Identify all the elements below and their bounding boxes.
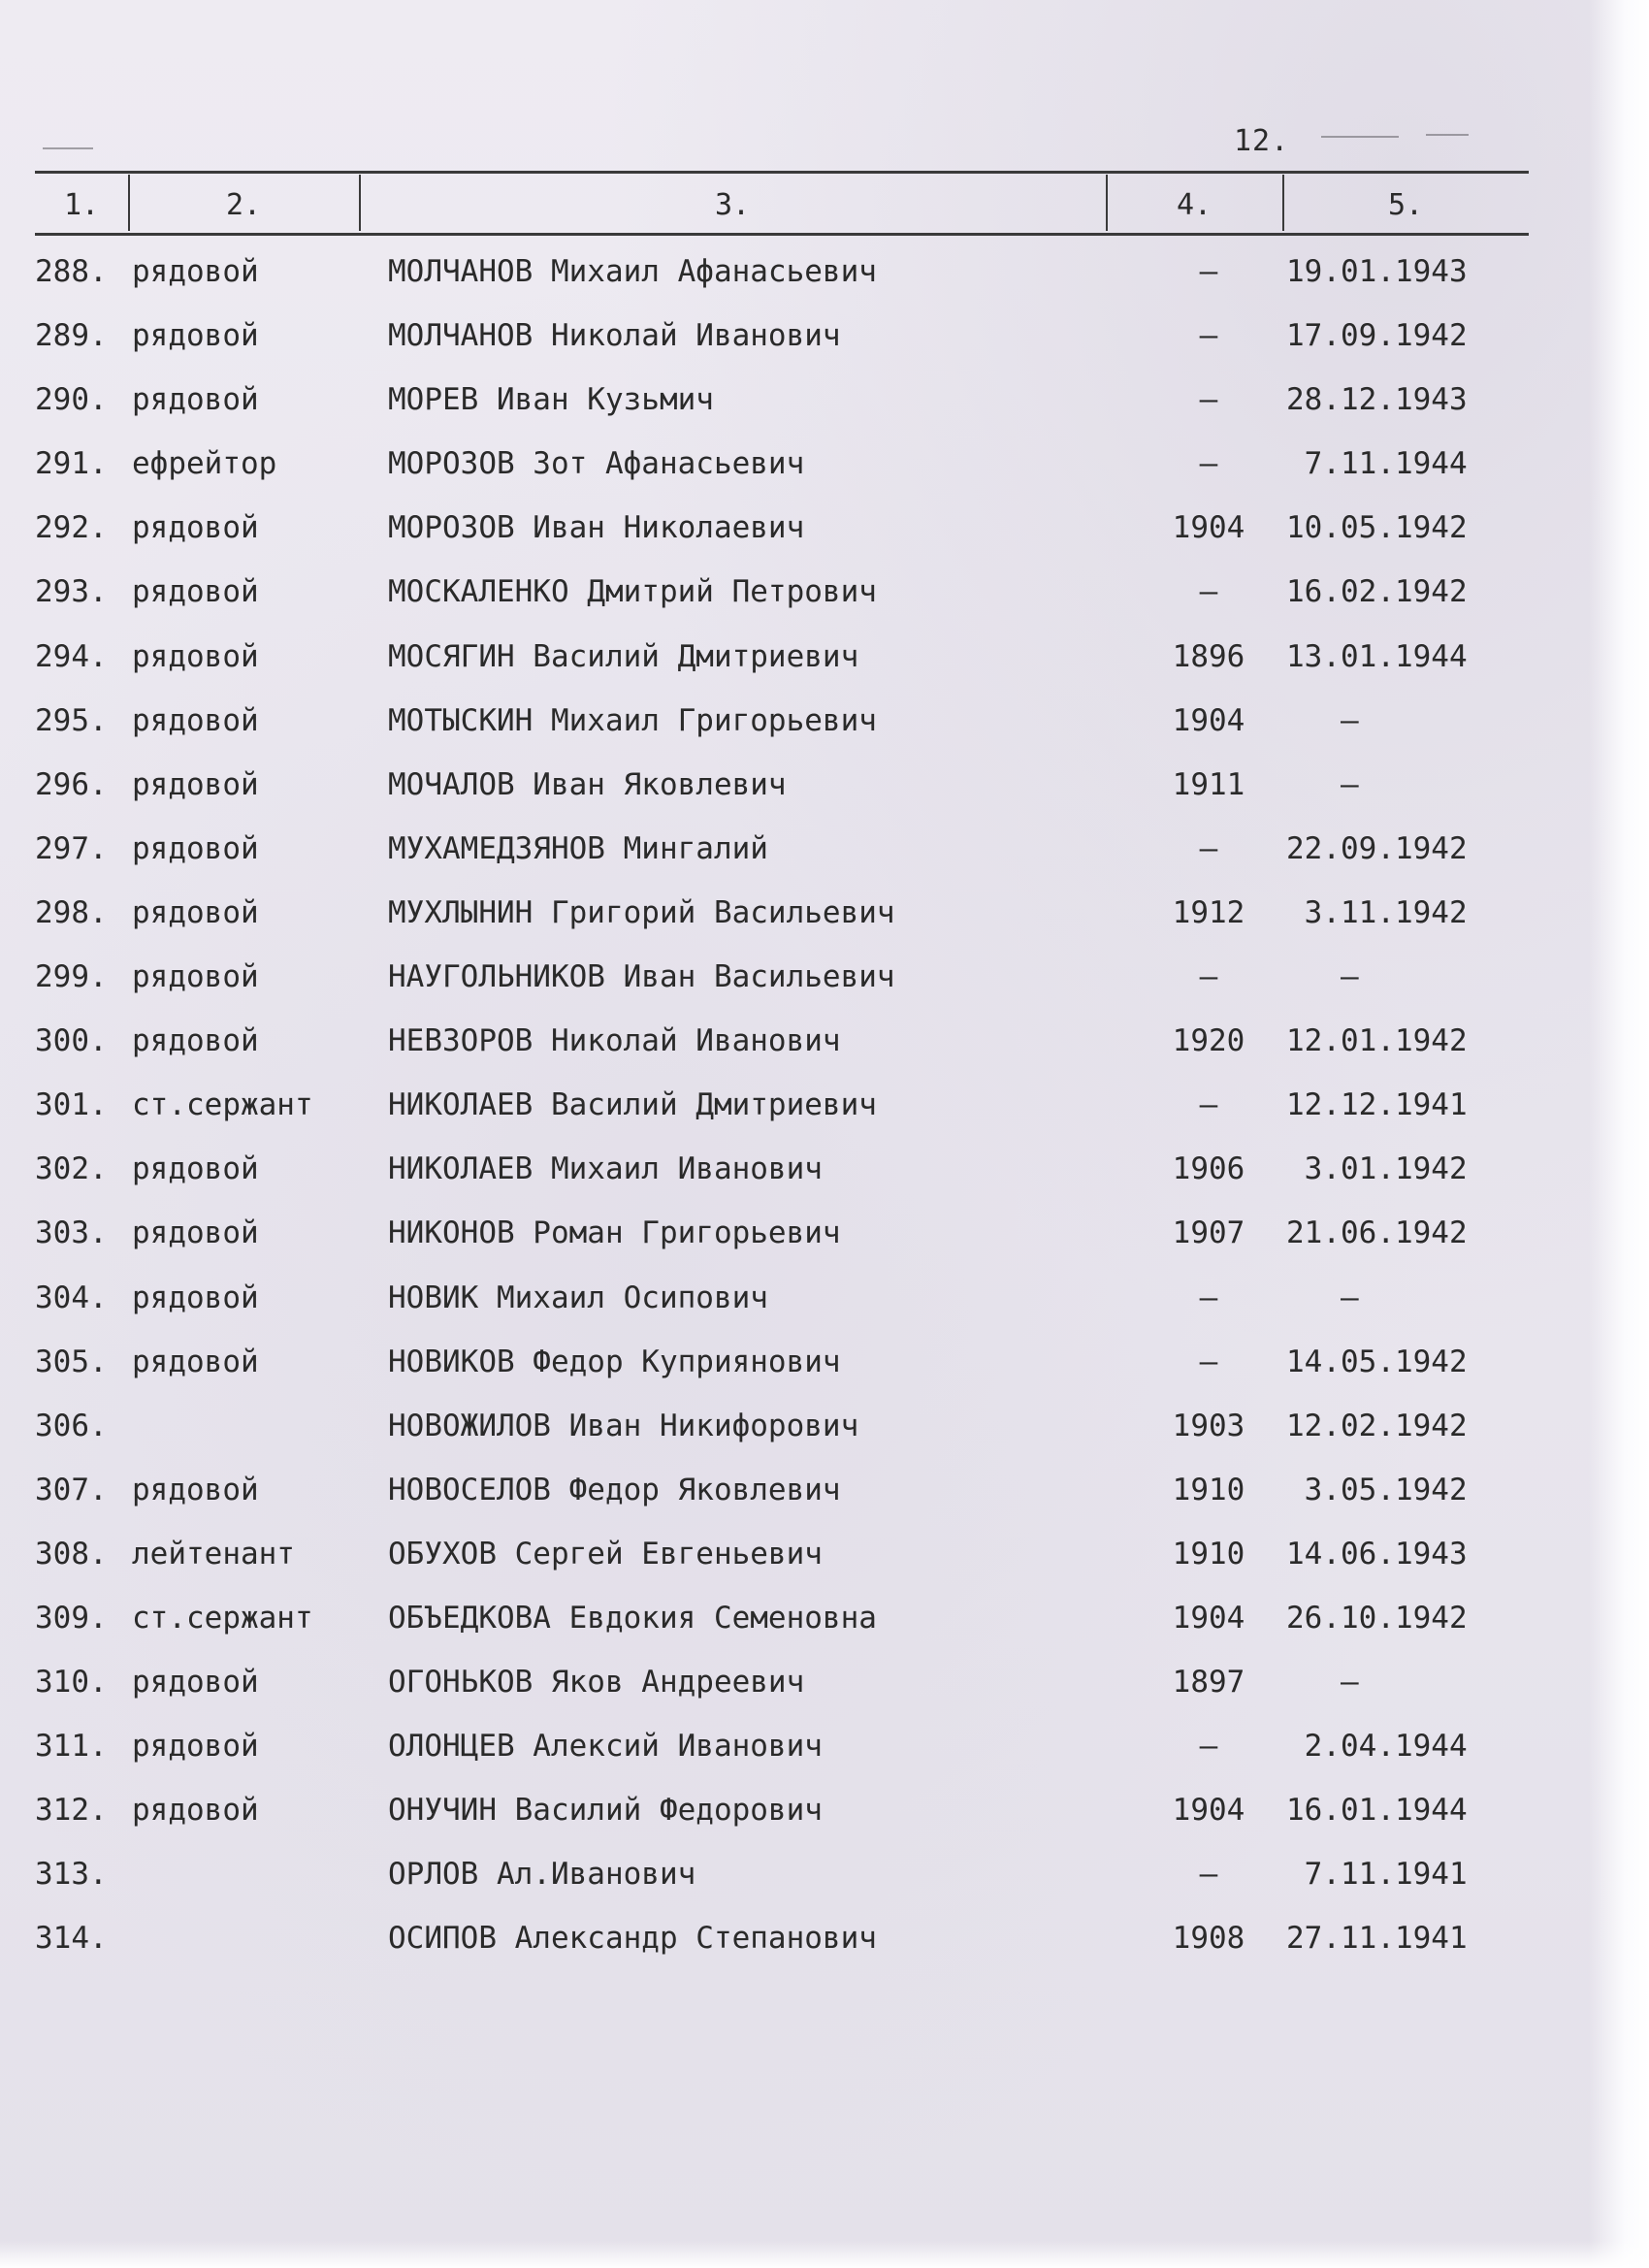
row-number: 307.	[35, 1472, 108, 1507]
row-birth-year: –	[1199, 1087, 1218, 1123]
row-name: ОБУХОВ Сергей Евгеньевич	[388, 1536, 823, 1571]
row-date: –	[1286, 1280, 1359, 1315]
row-birth-year: 1910	[1172, 1536, 1245, 1571]
table-row	[35, 374, 1529, 438]
row-number: 309.	[35, 1600, 108, 1636]
row-date: 3.01.1942	[1286, 1151, 1468, 1187]
table-row	[35, 1080, 1529, 1144]
row-number: 302.	[35, 1151, 108, 1187]
row-name: МОСКАЛЕНКО Дмитрий Петрович	[388, 574, 877, 610]
row-date: 13.01.1944	[1286, 638, 1468, 674]
row-name: МОТЫСКИН Михаил Григорьевич	[388, 702, 877, 738]
table-row	[35, 696, 1529, 760]
row-name: МОРОЗОВ Иван Николаевич	[388, 510, 805, 546]
row-name: НАУГОЛЬНИКОВ Иван Васильевич	[388, 959, 895, 995]
table-row	[35, 502, 1529, 567]
row-date: 19.01.1943	[1286, 254, 1468, 289]
row-rank: рядовой	[132, 510, 259, 546]
row-name: МОЧАЛОВ Иван Яковлевич	[388, 766, 787, 802]
row-birth-year: 1903	[1172, 1408, 1245, 1443]
row-date: 3.11.1942	[1286, 894, 1468, 930]
row-number: 311.	[35, 1729, 108, 1765]
row-date: 10.05.1942	[1286, 510, 1468, 546]
table-row	[35, 632, 1529, 696]
row-birth-year: 1897	[1172, 1665, 1245, 1701]
header-col-4: 4.	[1176, 188, 1212, 222]
scan-edge-right	[1589, 0, 1649, 2268]
row-number: 293.	[35, 574, 108, 610]
row-rank: рядовой	[132, 1665, 259, 1701]
row-birth-year: 1907	[1172, 1215, 1245, 1251]
row-rank: ефрейтор	[132, 446, 277, 482]
row-date: 21.06.1942	[1286, 1215, 1468, 1251]
row-number: 305.	[35, 1344, 108, 1379]
row-date: –	[1286, 766, 1359, 802]
row-date: 7.11.1941	[1286, 1857, 1468, 1893]
scan-edge-bottom	[0, 2241, 1649, 2268]
row-rank: рядовой	[132, 1344, 259, 1379]
scan-mark	[1426, 134, 1469, 136]
row-date: 16.01.1944	[1286, 1793, 1468, 1829]
table-row	[35, 1016, 1529, 1080]
table-row	[35, 1401, 1529, 1465]
table-row	[35, 952, 1529, 1016]
row-name: НЕВЗОРОВ Николай Иванович	[388, 1023, 841, 1059]
row-rank: рядовой	[132, 702, 259, 738]
table-row	[35, 1208, 1529, 1272]
row-rank: лейтенант	[132, 1536, 295, 1571]
table-row	[35, 760, 1529, 824]
row-date: 14.05.1942	[1286, 1344, 1468, 1379]
row-birth-year: 1911	[1172, 766, 1245, 802]
table-row	[35, 824, 1529, 888]
row-birth-year: 1908	[1172, 1921, 1245, 1957]
row-number: 306.	[35, 1408, 108, 1443]
row-rank: рядовой	[132, 382, 259, 418]
row-number: 288.	[35, 254, 108, 289]
table-row	[35, 1785, 1529, 1849]
row-date: 12.01.1942	[1286, 1023, 1468, 1059]
row-date: 12.02.1942	[1286, 1408, 1468, 1443]
row-name: МОЛЧАНОВ Михаил Афанасьевич	[388, 254, 877, 289]
row-date: 3.05.1942	[1286, 1472, 1468, 1507]
table-row	[35, 1913, 1529, 1977]
row-name: НИКОЛАЕВ Василий Дмитриевич	[388, 1087, 877, 1123]
table-row	[35, 1337, 1529, 1401]
row-name: ОРЛОВ Ал.Иванович	[388, 1857, 696, 1893]
table-row	[35, 888, 1529, 952]
row-birth-year: 1904	[1172, 510, 1245, 546]
row-rank: ст.сержант	[132, 1600, 313, 1636]
row-birth-year: 1910	[1172, 1472, 1245, 1507]
row-birth-year: –	[1199, 318, 1218, 354]
row-name: ОЛОНЦЕВ Алексий Иванович	[388, 1729, 823, 1765]
header-col-5: 5.	[1387, 188, 1424, 222]
row-name: НОВИК Михаил Осипович	[388, 1280, 768, 1315]
row-birth-year: –	[1199, 254, 1218, 289]
row-birth-year: –	[1199, 830, 1218, 866]
row-date: –	[1286, 959, 1359, 995]
table-row	[35, 1465, 1529, 1529]
row-number: 310.	[35, 1665, 108, 1701]
row-rank: рядовой	[132, 766, 259, 802]
table-row	[35, 1657, 1529, 1721]
row-birth-year: 1906	[1172, 1151, 1245, 1187]
row-birth-year: 1904	[1172, 1793, 1245, 1829]
table-body	[35, 246, 1529, 1978]
row-number: 299.	[35, 959, 108, 995]
row-date: 14.06.1943	[1286, 1536, 1468, 1571]
table-row	[35, 438, 1529, 502]
row-birth-year: –	[1199, 382, 1218, 418]
row-name: МОСЯГИН Василий Дмитриевич	[388, 638, 859, 674]
table-row	[35, 1721, 1529, 1785]
scan-mark	[43, 147, 93, 149]
row-rank: рядовой	[132, 254, 259, 289]
table-row	[35, 567, 1529, 631]
table-row	[35, 1273, 1529, 1337]
row-date: –	[1286, 1665, 1359, 1701]
table-row	[35, 1144, 1529, 1208]
table-row	[35, 310, 1529, 374]
row-birth-year: –	[1199, 1729, 1218, 1765]
row-name: МОЛЧАНОВ Николай Иванович	[388, 318, 841, 354]
row-date: –	[1286, 702, 1359, 738]
row-rank: рядовой	[132, 318, 259, 354]
row-number: 298.	[35, 894, 108, 930]
row-number: 291.	[35, 446, 108, 482]
row-rank: рядовой	[132, 574, 259, 610]
header-col-3: 3.	[714, 188, 751, 222]
row-name: НИКОНОВ Роман Григорьевич	[388, 1215, 841, 1251]
row-birth-year: –	[1199, 446, 1218, 482]
row-name: МУХЛЫНИН Григорий Васильевич	[388, 894, 895, 930]
header-col-2: 2.	[225, 188, 262, 222]
row-rank: рядовой	[132, 1215, 259, 1251]
row-date: 2.04.1944	[1286, 1729, 1468, 1765]
row-number: 314.	[35, 1921, 108, 1957]
row-name: ОНУЧИН Василий Федорович	[388, 1793, 823, 1829]
row-rank: рядовой	[132, 959, 259, 995]
row-date: 26.10.1942	[1286, 1600, 1468, 1636]
row-birth-year: –	[1199, 959, 1218, 995]
row-date: 16.02.1942	[1286, 574, 1468, 610]
row-name: ОБЪЕДКОВА Евдокия Семеновна	[388, 1600, 877, 1636]
page-number: 12.	[1234, 124, 1290, 158]
row-number: 312.	[35, 1793, 108, 1829]
row-birth-year: 1920	[1172, 1023, 1245, 1059]
row-birth-year: –	[1199, 574, 1218, 610]
row-name: МОРЕВ Иван Кузьмич	[388, 382, 714, 418]
row-rank: рядовой	[132, 830, 259, 866]
row-date: 7.11.1944	[1286, 446, 1468, 482]
row-date: 28.12.1943	[1286, 382, 1468, 418]
row-rank: рядовой	[132, 1793, 259, 1829]
row-date: 12.12.1941	[1286, 1087, 1468, 1123]
row-number: 304.	[35, 1280, 108, 1315]
row-number: 301.	[35, 1087, 108, 1123]
table-header-rule	[35, 233, 1529, 236]
row-rank: рядовой	[132, 1151, 259, 1187]
row-birth-year: 1912	[1172, 894, 1245, 930]
table-row	[35, 1593, 1529, 1657]
row-name: НОВОСЕЛОВ Федор Яковлевич	[388, 1472, 841, 1507]
table-row	[35, 1849, 1529, 1913]
row-birth-year: –	[1199, 1280, 1218, 1315]
row-rank: рядовой	[132, 1472, 259, 1507]
row-rank: рядовой	[132, 1023, 259, 1059]
row-number: 297.	[35, 830, 108, 866]
row-name: МОРОЗОВ Зот Афанасьевич	[388, 446, 805, 482]
row-name: НИКОЛАЕВ Михаил Иванович	[388, 1151, 823, 1187]
row-name: МУХАМЕДЗЯНОВ Мингалий	[388, 830, 768, 866]
row-birth-year: –	[1199, 1857, 1218, 1893]
row-number: 290.	[35, 382, 108, 418]
row-name: НОВИКОВ Федор Куприянович	[388, 1344, 841, 1379]
row-number: 289.	[35, 318, 108, 354]
row-number: 296.	[35, 766, 108, 802]
row-rank: рядовой	[132, 894, 259, 930]
row-rank: рядовой	[132, 1280, 259, 1315]
row-name: НОВОЖИЛОВ Иван Никифорович	[388, 1408, 859, 1443]
row-number: 300.	[35, 1023, 108, 1059]
row-birth-year: –	[1199, 1344, 1218, 1379]
row-number: 295.	[35, 702, 108, 738]
row-date: 27.11.1941	[1286, 1921, 1468, 1957]
row-date: 17.09.1942	[1286, 318, 1468, 354]
table-top-rule	[35, 171, 1529, 174]
row-date: 22.09.1942	[1286, 830, 1468, 866]
row-birth-year: 1904	[1172, 702, 1245, 738]
row-number: 313.	[35, 1857, 108, 1893]
row-number: 292.	[35, 510, 108, 546]
row-rank: ст.сержант	[132, 1087, 313, 1123]
scan-mark	[1321, 136, 1399, 138]
row-number: 308.	[35, 1536, 108, 1571]
row-number: 294.	[35, 638, 108, 674]
table-row	[35, 1529, 1529, 1593]
row-number: 303.	[35, 1215, 108, 1251]
table-row	[35, 246, 1529, 310]
row-rank: рядовой	[132, 1729, 259, 1765]
row-birth-year: 1904	[1172, 1600, 1245, 1636]
header-col-1: 1.	[63, 188, 100, 222]
row-name: ОГОНЬКОВ Яков Андреевич	[388, 1665, 805, 1701]
row-name: ОСИПОВ Александр Степанович	[388, 1921, 877, 1957]
row-birth-year: 1896	[1172, 638, 1245, 674]
row-rank: рядовой	[132, 638, 259, 674]
